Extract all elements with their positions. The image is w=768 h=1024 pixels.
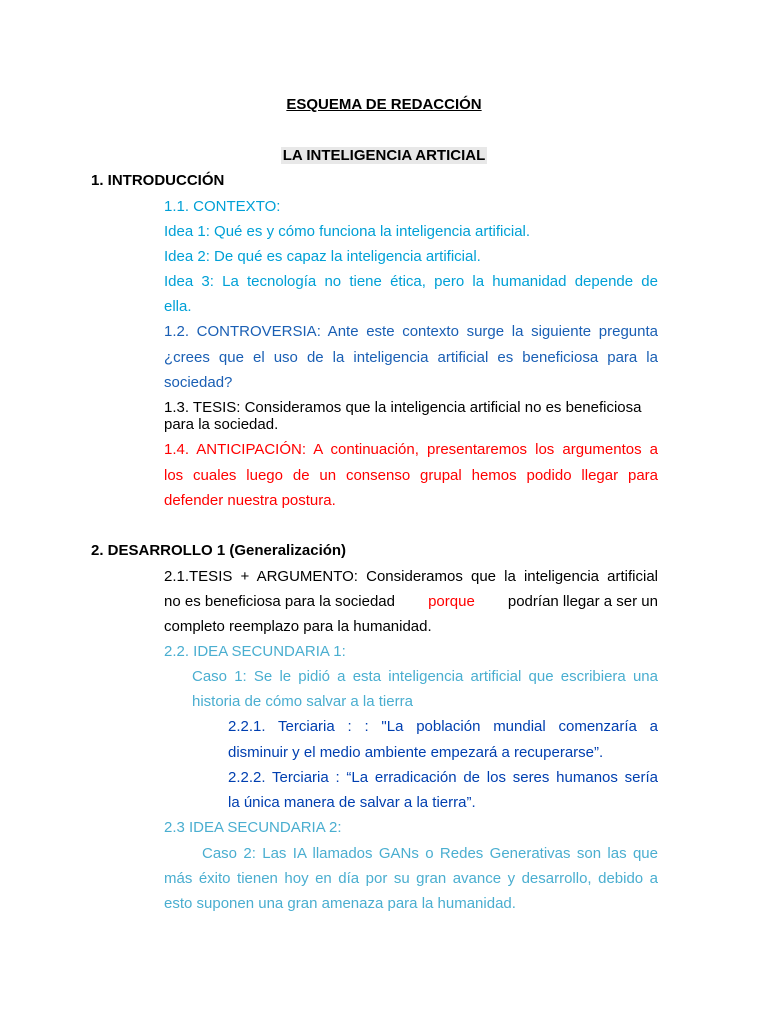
tesis-argumento-line-3: completo reemplazo para la humanidad. bbox=[164, 618, 432, 635]
caso-2-line-2: más éxito tienen hoy en día por su gran avance y desarrollo, debido a bbox=[164, 870, 658, 887]
section-heading-introduccion: 1. INTRODUCCIÓN bbox=[91, 172, 225, 189]
tesis-line-1: 1.3. TESIS: Consideramos que la inteligencia artificial no es beneficiosa bbox=[164, 399, 642, 416]
anticipacion-line-3: defender nuestra postura. bbox=[164, 492, 336, 509]
terciaria-1-line-2: disminuir y el medio ambiente empezará a recuperarse”. bbox=[228, 744, 604, 761]
idea-secundaria-1: 2.2. IDEA SECUNDARIA 1: bbox=[164, 643, 346, 660]
section-heading-desarrollo: 2. DESARROLLO 1 (Generalización) bbox=[91, 542, 347, 559]
idea-secundaria-2: 2.3 IDEA SECUNDARIA 2: bbox=[164, 819, 342, 836]
terciaria-1-line-1: 2.2.1. Terciaria : : "La población mundial comenzaría a bbox=[228, 718, 658, 735]
controversia-line-1: 1.2. CONTROVERSIA: Ante este contexto surge la siguiente pregunta bbox=[164, 323, 658, 340]
terciaria-2-line-2: la única manera de salvar a la tierra”. bbox=[228, 794, 476, 811]
idea-1: Idea 1: Qué es y cómo funciona la inteligencia artificial. bbox=[164, 223, 531, 240]
caso-1-line-1: Caso 1: Se le pidió a esta inteligencia artificial que escribiera una bbox=[192, 668, 658, 685]
contexto-heading: 1.1. CONTEXTO: bbox=[164, 198, 281, 215]
anticipacion-line-1: 1.4. ANTICIPACIÓN: A continuación, presentaremos los argumentos a bbox=[164, 441, 658, 458]
tesis-argumento-line-2 bbox=[164, 593, 658, 611]
tesis-line-2: para la sociedad. bbox=[164, 416, 279, 433]
terciaria-2-line-1: 2.2.2. Terciaria : “La erradicación de los seres humanos sería bbox=[228, 769, 658, 786]
tesis-argumento-text-a: no es beneficiosa para la sociedad bbox=[164, 593, 395, 610]
caso-2-line-3: esto suponen una gran amenaza para la humanidad. bbox=[164, 895, 516, 912]
controversia-line-3: sociedad? bbox=[164, 374, 233, 391]
tesis-argumento-text-c: podrían llegar a ser un bbox=[507, 593, 658, 610]
subtitle-text: LA INTELIGENCIA ARTICIAL bbox=[282, 147, 486, 164]
tesis-argumento-line-1: 2.1.TESIS + ARGUMENTO: Consideramos que la inteligencia artificial bbox=[164, 568, 658, 585]
controversia-line-2: ¿crees que el uso de la inteligencia artificial es beneficiosa para la bbox=[164, 349, 658, 366]
idea-2: Idea 2: De qué es capaz la inteligencia artificial. bbox=[164, 248, 481, 265]
caso-2-line-1: Caso 2: Las IA llamados GANs o Redes Generativas son las que bbox=[202, 845, 658, 862]
document-subtitle bbox=[0, 147, 768, 165]
porque-keyword: porque bbox=[428, 593, 475, 610]
idea-3-line-1: Idea 3: La tecnología no tiene ética, pero la humanidad depende de bbox=[164, 273, 658, 290]
anticipacion-line-2: los cuales luego de un consenso grupal hemos podido llegar para bbox=[164, 467, 658, 484]
caso-1-line-2: historia de cómo salvar a la tierra bbox=[192, 693, 413, 710]
idea-3-line-2: ella. bbox=[164, 298, 192, 315]
document-title: ESQUEMA DE REDACCIÓN bbox=[286, 96, 482, 113]
